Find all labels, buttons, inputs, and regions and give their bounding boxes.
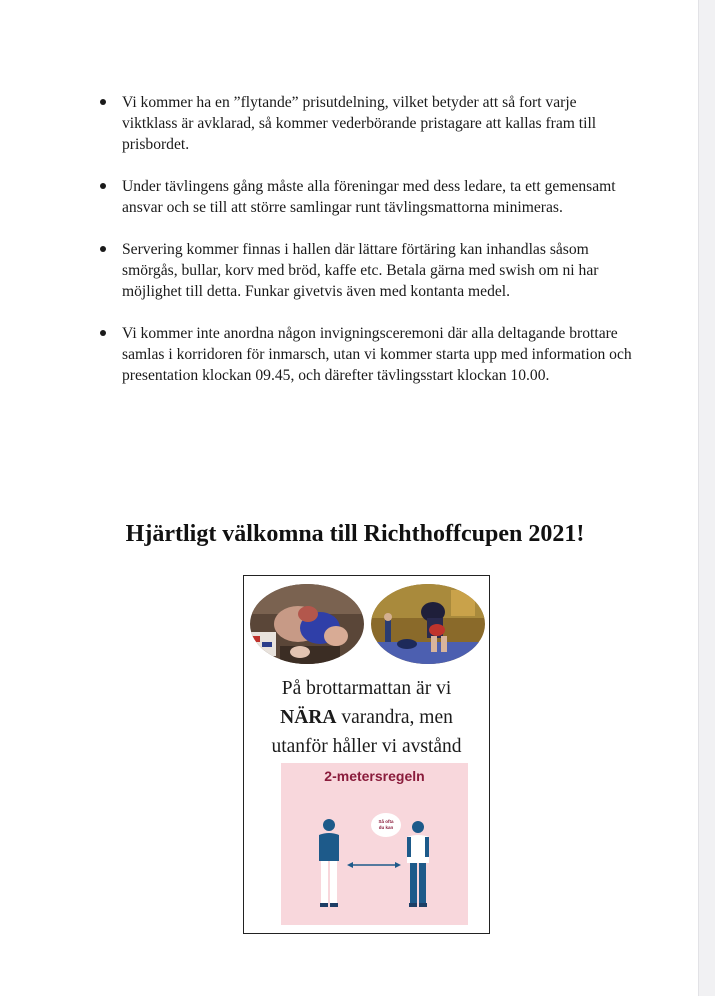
poster-line-1: På brottarmattan är vi bbox=[281, 678, 452, 699]
speech-bubble-icon bbox=[371, 813, 401, 837]
bullet-text: Vi kommer inte anordna någon invigningsceremoni där alla deltagande brottare samlas i korridoren för inmarsch, utan vi kommer starta upp med information och presentation klockan 09.45, och därefter tävlingsstart klockan 10.00. bbox=[122, 325, 632, 384]
bubble-line-1: Så ofta bbox=[378, 819, 394, 824]
info-bullet-list bbox=[72, 92, 632, 407]
poster-line-2 bbox=[244, 703, 489, 732]
rule-title: 2-metersregeln bbox=[324, 768, 425, 784]
wrestling-photo-right bbox=[371, 584, 485, 664]
distance-poster bbox=[243, 575, 490, 934]
two-way-arrow-icon bbox=[347, 862, 401, 868]
bullet-text: Vi kommer ha en ”flytande” prisutdelning, vilket betyder att så fort varje viktklass är avklarad, så kommer vederbörande pristagare att kallas fram till prisbordet. bbox=[122, 94, 597, 153]
poster-line-2-rest: varandra, men bbox=[336, 707, 453, 728]
bullet-text: Servering kommer finnas i hallen där lättare förtäring kan inhandlas såsom smörgås, bullar, korv med bröd, kaffe etc. Betala gärna med swish om ni har möjlighet till detta. Funkar givetvis även med kontanta medel. bbox=[122, 241, 599, 300]
scrollbar[interactable] bbox=[698, 0, 715, 996]
two-meter-rule-graphic bbox=[281, 763, 468, 925]
bubble-line-2: du kan bbox=[378, 825, 394, 830]
bullet-text: Under tävlingens gång måste alla föreningar med dess ledare, ta ett gemensamt ansvar och se till att större samlingar runt tävlingsmattorna minimeras. bbox=[122, 178, 616, 216]
person-left-icon bbox=[319, 819, 339, 907]
list-item bbox=[72, 239, 632, 302]
person-right-icon bbox=[407, 821, 429, 907]
bullet-icon bbox=[100, 183, 106, 189]
distancing-illustration bbox=[281, 763, 468, 925]
list-item bbox=[72, 323, 632, 386]
poster-line-3: utanför håller vi avstånd bbox=[271, 736, 462, 757]
poster-emphasis: NÄRA bbox=[280, 707, 337, 728]
bullet-icon bbox=[100, 330, 106, 336]
bullet-icon bbox=[100, 246, 106, 252]
welcome-heading: Hjärtligt välkomna till Richthoffcupen 2021! bbox=[125, 521, 585, 547]
list-item bbox=[72, 92, 632, 155]
poster-message bbox=[244, 674, 489, 761]
wrestling-photo-left bbox=[250, 584, 364, 664]
list-item bbox=[72, 176, 632, 218]
bullet-icon bbox=[100, 99, 106, 105]
